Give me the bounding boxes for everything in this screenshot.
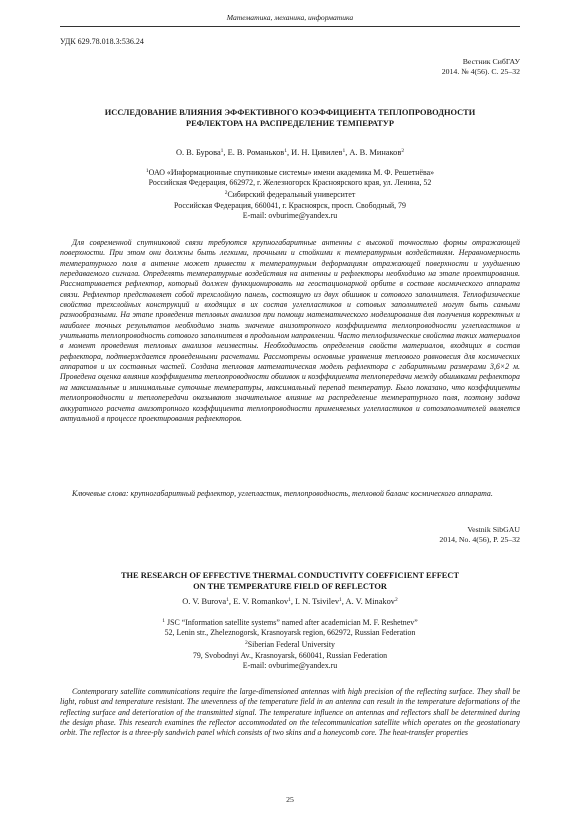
citation-en-journal: Vestnik SibGAU xyxy=(467,525,520,534)
title-en-line-2: ON THE TEMPERATURE FIELD OF REFLECTOR xyxy=(193,582,387,591)
citation-ru xyxy=(442,57,520,77)
page-number: 25 xyxy=(286,795,294,804)
author-affil-mark: 1 xyxy=(339,597,342,603)
contact-email-ru: E-mail: ovburime@yandex.ru xyxy=(242,210,338,220)
affiliation-1-address: 52, Lenin str., Zheleznogorsk, Krasnoyarsk region, 662972, Russian Federation xyxy=(164,628,416,638)
author-separator: , xyxy=(223,148,228,157)
citation-ru-journal: Вестник СибГАУ xyxy=(462,57,520,66)
author-separator: , xyxy=(341,597,346,606)
title-ru-line-2: РЕФЛЕКТОРА НА РАСПРЕДЕЛЕНИЕ ТЕМПЕРАТУР xyxy=(185,119,395,128)
affiliations-ru xyxy=(60,166,520,221)
authors-ru xyxy=(60,148,520,157)
affiliation-2-org: Сибирский федеральный университет xyxy=(227,190,356,200)
citation-en-issue: 2014, No. 4(56), P. 25–32 xyxy=(439,535,520,544)
affiliation-1-name xyxy=(60,616,520,628)
author-name: Е. В. Романьков xyxy=(227,148,285,157)
author-separator: , xyxy=(345,148,350,157)
author-affil-mark: 2 xyxy=(401,148,405,154)
author-affil-mark: 1 xyxy=(288,597,291,603)
abstract-ru: Для современной спутниковой связи требуются крупногабаритные антенны с высокой точностью формы отражающей поверхности. При этом они должны быть легкими, прочными и стойкими к температурным воздействиям. Неравномерность температурного поля в антенне может привести к температурным деформациям отражающей поверхности и ухудшению передаваемого сигнала. Определять температурные воздействия на антенны и рефлекторы необходимо на этапе проектирования. Рассматривается рефлектор, который должен функционировать на геостационарной орбите в составе космического аппарата связи. Рефлектор представляет собой трехслойную панель, состоящую из двух обшивок и сотового заполнителя. Теплофизические свойства трехслойных конструкций и входящих в их состав углепластиков и сотовых заполнителей могут быть самыми разнообразными. На этапе проведения тепловых анализов при помощи математического моделирования для получения корректных и наиболее точных результатов необходимо знать значение анизотропного коэффициента теплопроводности углепластиков и учитывать теплопроводность сотового заполнителя в продольном направлении. Часто теплофизические свойства таких материалов в момент проведения тепловых анализов неизвестны. Необходимость определения свойств материалов, входящих в состав рефлектора, подтверждается проведенными расчетами. Рассмотрены основные уравнения теплового равновесия для космических аппаратов и их составных частей. Создана тепловая математическая модель рефлектора с габаритными размерами 3,6×2 м. Проведена оценка влияния коэффициента теплопроводности обшивок и коэффициента теплопередачи между обшивками рефлектора на максимальные и минимальные суточные температуры, максимальный перепад температур. Было показано, что коэффициенты теплопроводности и теплопередачи оказывают значительное влияние на распределение температурного поля, поэтому задача аккуратного расчета анизотропного коэффициента теплопроводности применяемых углепластиков и сотозаполнителей является актуальной в процессе проектирования рефлекторов. xyxy=(60,238,520,423)
header-rule xyxy=(60,26,520,27)
affil-mark: 2 xyxy=(224,190,228,197)
affiliation-2-name xyxy=(60,638,520,650)
affiliations-en xyxy=(60,616,520,671)
article-title-en xyxy=(70,570,510,592)
citation-ru-issue: 2014. № 4(56). С. 25–32 xyxy=(441,67,520,76)
title-ru-line-1: ИССЛЕДОВАНИЕ ВЛИЯНИЯ ЭФФЕКТИВНОГО КОЭФФИЦИЕНТА ТЕПЛОПРОВОДНОСТИ xyxy=(104,108,476,117)
author-affil-mark: 1 xyxy=(220,148,224,154)
title-en-line-1: THE RESEARCH OF EFFECTIVE THERMAL CONDUCTIVITY COEFFICIENT EFFECT xyxy=(120,571,460,580)
authors-en xyxy=(60,597,520,606)
author-affil-mark: 1 xyxy=(342,148,346,154)
running-head: Математика, механика, информатика xyxy=(226,13,354,22)
keywords-ru: Ключевые слова: крупногабаритный рефлектор, углепластик, теплопроводность, тепловой баланс космического аппарата. xyxy=(72,489,493,498)
author-affil-mark: 1 xyxy=(284,148,287,154)
article-title-ru xyxy=(70,107,510,129)
author-separator: , xyxy=(290,597,296,606)
author-affil-mark: 1 xyxy=(226,597,229,603)
affil-mark: 1 xyxy=(162,618,166,624)
affiliation-2-org: Siberian Federal University xyxy=(247,640,335,650)
affiliation-2-name xyxy=(60,188,520,200)
affiliation-2-address: Российская Федерация, 660041, г. Красноярск, просп. Свободный, 79 xyxy=(174,200,406,210)
author-name: E. V. Romankov xyxy=(233,597,289,606)
author-name: I. N. Tsivilev xyxy=(295,597,340,606)
author-name: A. V. Minakov xyxy=(345,597,395,606)
author-name: И. Н. Цивилев xyxy=(291,148,343,157)
author-separator: , xyxy=(286,148,292,157)
author-name: О. В. Бурова xyxy=(175,148,221,157)
affiliation-1-org: ОАО «Информационные спутниковые системы» имени академика М. Ф. Решетнёва» xyxy=(148,168,435,177)
affil-mark: 1 xyxy=(145,168,149,174)
affiliation-2-address: 79, Svobodnyi Av., Krasnoyarsk, 660041, Russian Federation xyxy=(192,650,388,660)
author-affil-mark: 2 xyxy=(395,597,398,603)
abstract-en: Contemporary satellite communications require the large-dimensioned antennas with high precision of the reflecting surface. They shall be light, robust and temperature resistant. The unevenness of the temperature field in an antenna can result in the temperature deformations of the reflecting surface and deterioration of the transmitted signal. The temperature influence on antennas and reflectors shall be determined during the design phase. This research examines the reflector accommodated on the telecommunication satellite which operates on the geostationary orbit. The reflector is a three-ply sandwich panel which consists of two skins and a honeycomb core. The heat-transfer properties xyxy=(60,687,520,738)
author-name: А. В. Минаков xyxy=(349,148,402,157)
affiliation-1-org: JSC “Information satellite systems” named after academician M. F. Reshetnev” xyxy=(165,618,418,627)
affiliation-1-name xyxy=(60,166,520,178)
citation-en xyxy=(439,525,520,545)
affiliation-1-address: Российская Федерация, 662972, г. Железногорск Красноярского края, ул. Ленина, 52 xyxy=(148,178,432,188)
contact-email-en: E-mail: ovburime@yandex.ru xyxy=(242,660,338,670)
author-separator: , xyxy=(228,597,234,606)
udc-code: УДК 629.78.018.3:536.24 xyxy=(60,37,144,46)
author-name: O. V. Burova xyxy=(182,597,227,606)
affil-mark: 2 xyxy=(245,640,248,647)
